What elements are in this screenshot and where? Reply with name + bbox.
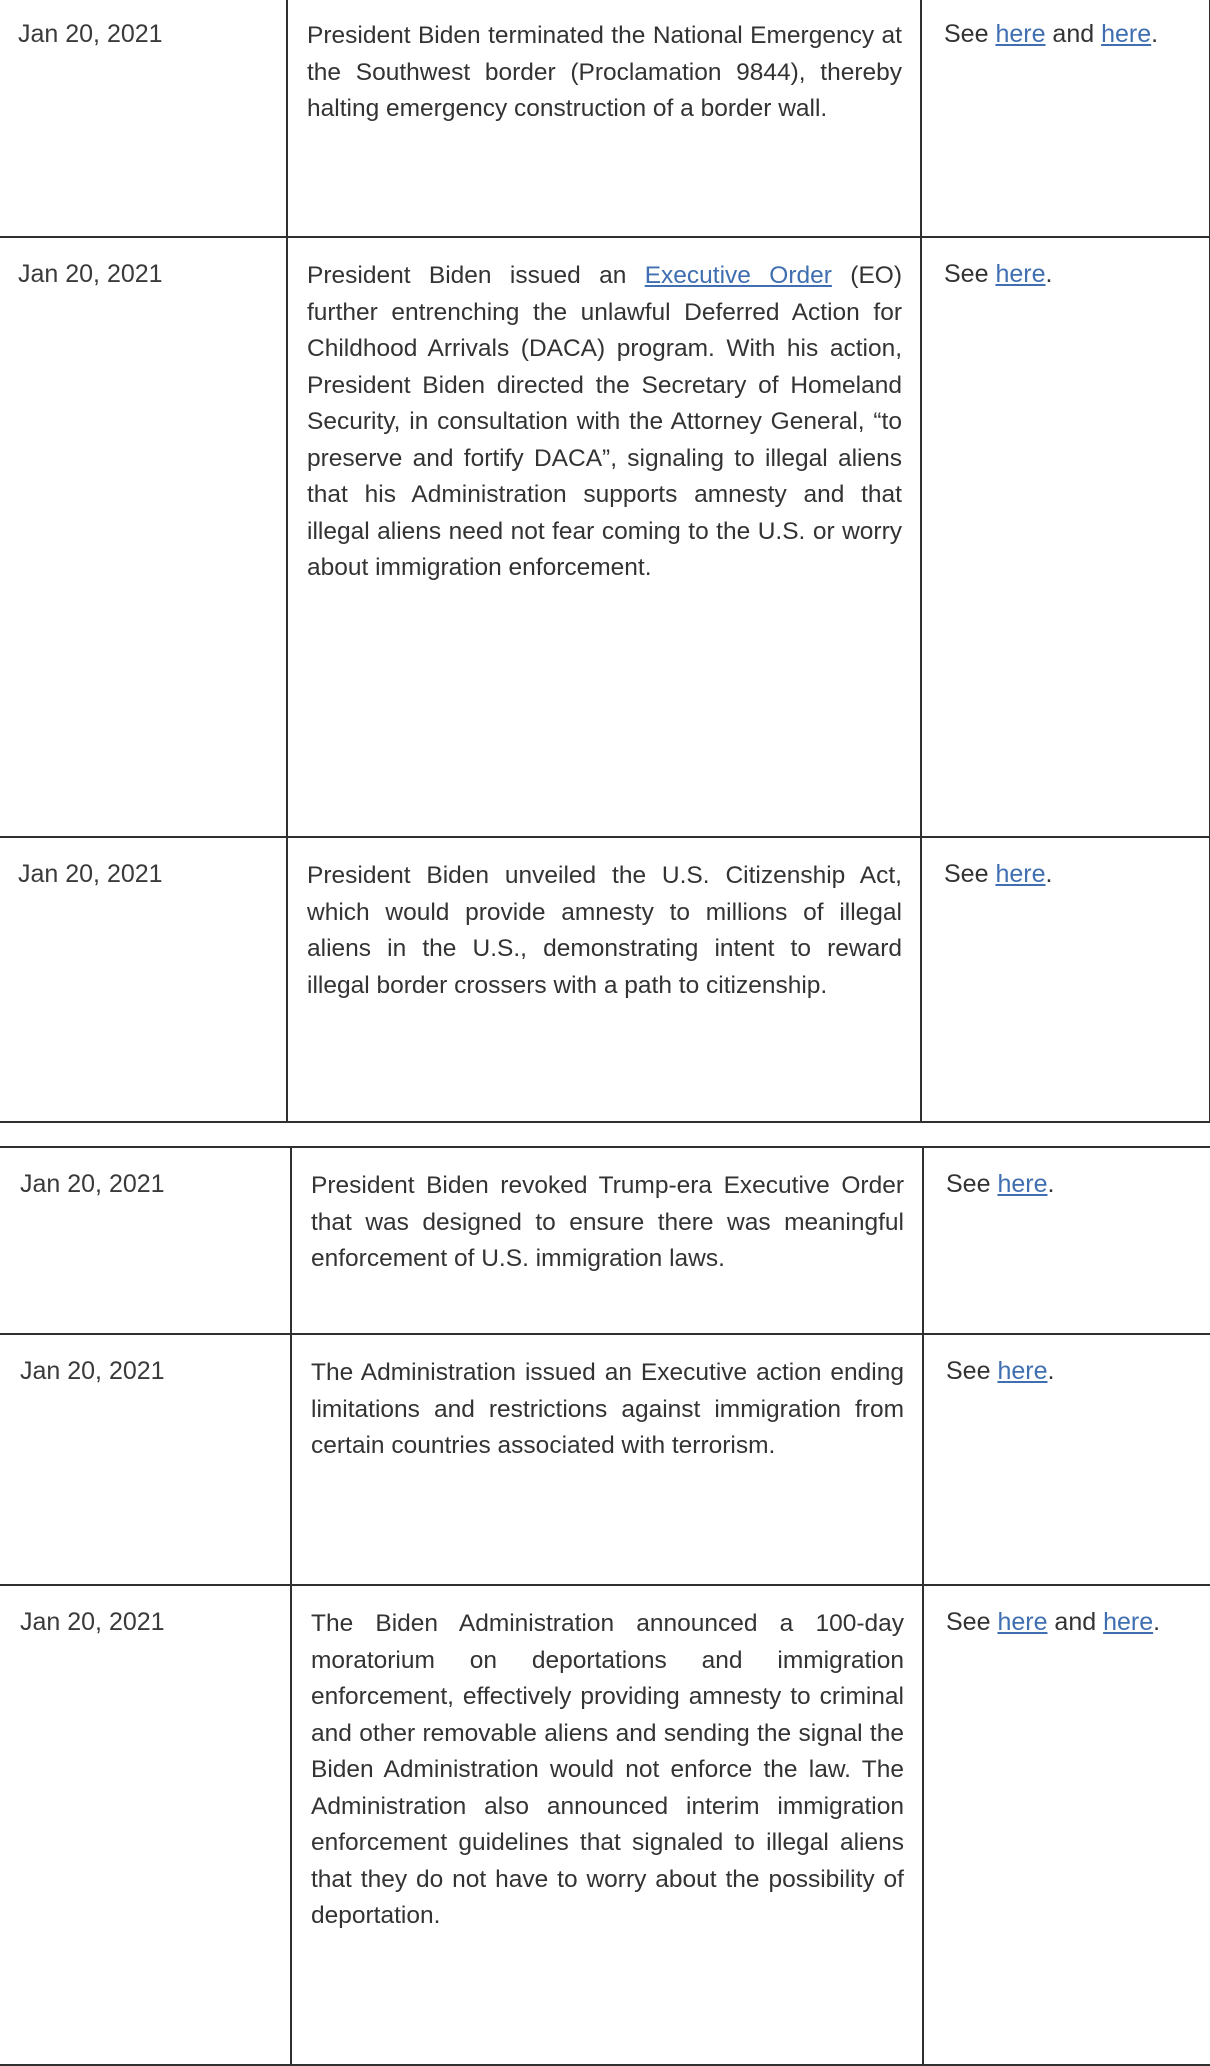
- source-suffix: .: [1045, 860, 1053, 888]
- executive-order-link[interactable]: Executive Order: [644, 262, 832, 289]
- date-cell: Jan 20, 2021: [0, 1147, 291, 1334]
- source-suffix: .: [1153, 1608, 1161, 1636]
- source-link[interactable]: here: [995, 20, 1046, 48]
- source-prefix: See: [946, 1608, 998, 1636]
- source-suffix: .: [1045, 260, 1053, 288]
- source-cell: [923, 1585, 1210, 2065]
- table-row: [0, 837, 1210, 1122]
- description-cell: [287, 237, 921, 837]
- source-cell: [921, 837, 1210, 1122]
- source-prefix: See: [946, 1357, 998, 1385]
- date-cell: Jan 20, 2021: [0, 837, 287, 1122]
- source-link[interactable]: here: [997, 1170, 1048, 1198]
- date-cell: Jan 20, 2021: [0, 237, 287, 837]
- description-cell: President Biden unveiled the U.S. Citizenship Act, which would provide amnesty to millions of illegal aliens in the U.S., demonstrating intent to reward illegal border crossers with a path to citizenship.: [287, 837, 921, 1122]
- table-row: [0, 237, 1210, 837]
- source-prefix: See: [944, 20, 996, 48]
- source-cell: [923, 1147, 1210, 1334]
- source-prefix: See: [944, 260, 996, 288]
- description-cell: President Biden terminated the National Emergency at the Southwest border (Proclamation 9844), thereby halting emergency construction of a border wall.: [287, 0, 921, 237]
- source-cell: [921, 0, 1210, 237]
- source-cell: [923, 1334, 1210, 1585]
- description-cell: The Biden Administration announced a 100-day moratorium on deportations and immigration enforcement, effectively providing amnesty to criminal and other removable aliens and sending the signal the Biden Administration would not enforce the law. The Administration also announced interim immigration enforcement guidelines that signaled to illegal aliens that they do not have to worry about the possibility of deportation.: [291, 1585, 923, 2065]
- table-row: [0, 0, 1210, 237]
- source-link[interactable]: here: [997, 1357, 1048, 1385]
- source-link[interactable]: here: [995, 860, 1046, 888]
- table-row: [0, 1334, 1210, 1585]
- description-text: President Biden issued an: [307, 262, 645, 289]
- description-cell: President Biden revoked Trump-era Executive Order that was designed to ensure there was meaningful enforcement of U.S. immigration laws.: [291, 1147, 923, 1334]
- source-mid: and: [1047, 1608, 1104, 1636]
- source-prefix: See: [944, 860, 996, 888]
- source-link[interactable]: here: [995, 260, 1046, 288]
- table-row: [0, 1147, 1210, 1334]
- source-suffix: .: [1151, 20, 1159, 48]
- source-link[interactable]: here: [997, 1608, 1048, 1636]
- date-cell: Jan 20, 2021: [0, 1585, 291, 2065]
- source-cell: [921, 237, 1210, 837]
- date-cell: Jan 20, 2021: [0, 0, 287, 237]
- source-mid: and: [1045, 20, 1102, 48]
- date-cell: Jan 20, 2021: [0, 1334, 291, 1585]
- actions-table-2: [0, 1146, 1210, 2066]
- source-suffix: .: [1047, 1170, 1055, 1198]
- description-text: (EO) further entrenching the unlawful Deferred Action for Childhood Arrivals (DACA) program. With his action, President Biden directed the Secretary of Homeland Security, in consultation with the Attorney General, “to preserve and fortify DACA”, signaling to illegal aliens that his Administration supports amnesty and that illegal aliens need not fear coming to the U.S. or worry about immigration enforcement.: [307, 262, 903, 581]
- source-link[interactable]: here: [1103, 1608, 1154, 1636]
- source-prefix: See: [946, 1170, 998, 1198]
- source-link[interactable]: here: [1101, 20, 1152, 48]
- description-cell: The Administration issued an Executive action ending limitations and restrictions against immigration from certain countries associated with terrorism.: [291, 1334, 923, 1585]
- table-row: [0, 1585, 1210, 2065]
- source-suffix: .: [1047, 1357, 1055, 1385]
